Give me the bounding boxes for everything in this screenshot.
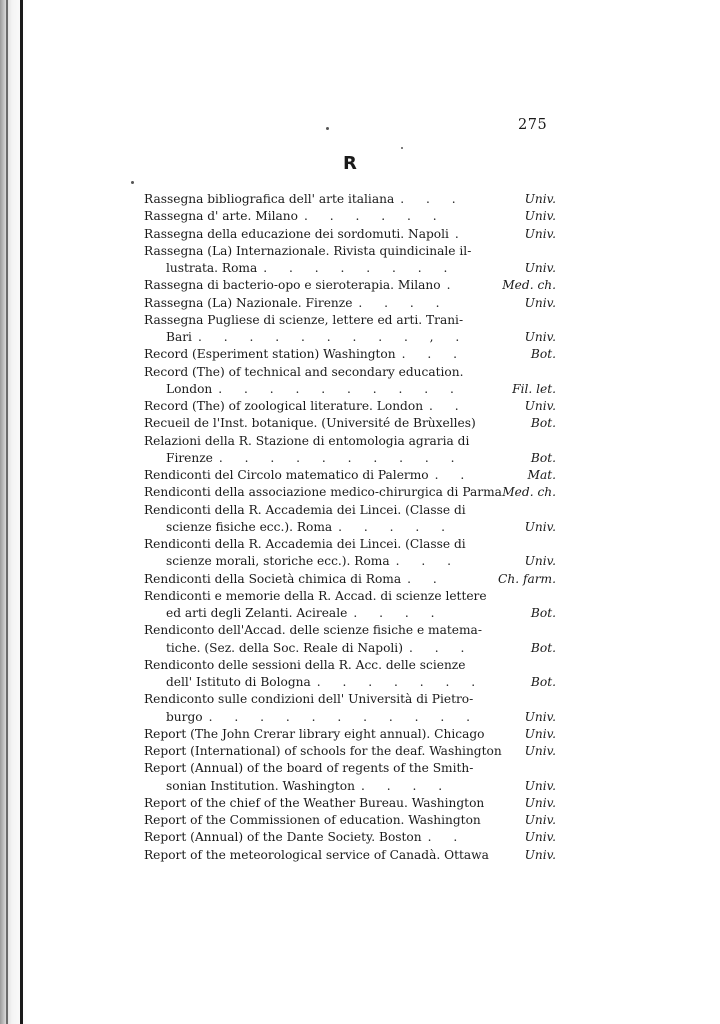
entry-title: Record (The) of technical and secondary education. xyxy=(144,364,464,379)
dot-leader: . . . . . . . . . . xyxy=(218,381,463,396)
entry-line xyxy=(144,467,556,484)
entry-title: Record (Esperiment station) Washington xyxy=(144,347,396,362)
library-code: Univ. xyxy=(524,519,556,534)
entry-line xyxy=(144,277,556,294)
entry-title: dell' Istituto di Bologna xyxy=(166,675,311,689)
entry-line xyxy=(144,553,556,570)
library-code: Fil. let. xyxy=(512,381,556,396)
library-code: Bot. xyxy=(530,450,556,465)
entry-line xyxy=(144,657,556,674)
catalogue-entry xyxy=(144,588,556,623)
entry-line xyxy=(144,622,556,639)
dot-leader: . . . . . . . . xyxy=(263,261,457,275)
entry-line xyxy=(144,191,556,208)
entry-line xyxy=(144,674,556,691)
library-code: Univ. xyxy=(524,847,556,862)
entry-line xyxy=(144,243,556,260)
entry-title: Rassegna della educazione dei sordomuti. Napoli xyxy=(144,226,449,241)
entry-line xyxy=(144,760,556,777)
library-code: Med. ch. xyxy=(502,278,556,293)
library-code: Univ. xyxy=(524,744,556,758)
entry-line xyxy=(144,502,556,519)
entry-line xyxy=(144,381,556,398)
entry-line xyxy=(144,415,556,432)
entry-line xyxy=(144,260,556,277)
dot-leader: . . xyxy=(407,571,446,586)
library-code: Bot. xyxy=(530,675,556,689)
dot-leader: . . . . . . . xyxy=(316,675,485,689)
library-code: Univ. xyxy=(524,261,556,275)
entry-line xyxy=(144,329,556,346)
entry-title: Rassegna d' arte. Milano xyxy=(144,209,298,224)
speck-mark xyxy=(401,147,403,149)
entry-line xyxy=(144,640,556,657)
entry-line xyxy=(144,778,556,795)
catalogue-entry xyxy=(144,502,556,537)
dot-leader: . . . xyxy=(400,192,465,206)
dot-leader: . . . . xyxy=(358,295,449,310)
catalogue-entry xyxy=(144,467,556,484)
catalogue-entry-list xyxy=(144,191,556,864)
entry-line xyxy=(144,812,556,829)
entry-title: Report (Annual) of the board of regents of the Smith- xyxy=(144,761,474,776)
entry-line xyxy=(144,536,556,553)
catalogue-entry xyxy=(144,364,556,399)
catalogue-entry xyxy=(144,208,556,225)
library-code: Ch. farm. xyxy=(498,571,556,586)
entry-title: scienze fisiche ecc.). Roma xyxy=(166,519,333,534)
entry-title: Rendiconti della R. Accademia dei Lincei. (Classe di xyxy=(144,537,466,551)
entry-line xyxy=(144,398,556,415)
catalogue-entry xyxy=(144,536,556,571)
entry-title: Rendiconti della Società chimica di Roma xyxy=(144,571,402,586)
entry-line xyxy=(144,795,556,812)
entry-title: Firenze xyxy=(166,450,213,465)
page-number: 275 xyxy=(518,117,548,133)
entry-line xyxy=(144,847,556,864)
catalogue-entry xyxy=(144,760,556,795)
entry-title: Rendiconto sulle condizioni dell' Università di Pietro- xyxy=(144,692,474,707)
entry-line xyxy=(144,346,556,363)
dot-leader: . . . . . xyxy=(338,519,455,534)
catalogue-entry xyxy=(144,571,556,588)
speck-mark xyxy=(131,181,134,184)
scan-edge-shadow xyxy=(0,0,28,1024)
dot-leader: . . . xyxy=(395,554,461,569)
section-letter: R xyxy=(343,153,358,174)
library-code: Bot. xyxy=(530,416,556,431)
entry-line xyxy=(144,364,556,381)
binding-edge-line xyxy=(20,0,23,1024)
catalogue-entry xyxy=(144,657,556,692)
entry-title: Record (The) of zoological literature. London xyxy=(144,399,424,413)
entry-title: Rendiconti del Circolo matematico di Palermo xyxy=(144,468,429,482)
entry-line xyxy=(144,226,556,243)
catalogue-entry xyxy=(144,433,556,468)
entry-line xyxy=(144,295,556,312)
entry-title: Report of the meteorological service of Canadà. Ottawa xyxy=(144,847,489,862)
entry-title: Relazioni della R. Stazione di entomologia agraria di xyxy=(144,433,470,448)
catalogue-entry xyxy=(144,191,556,208)
entry-line xyxy=(144,571,556,588)
library-code: Univ. xyxy=(524,778,556,793)
entry-title: Bari xyxy=(166,330,192,344)
entry-title: Recueil de l'Inst. botanique. (Université de Brùxelles) xyxy=(144,416,476,431)
dot-leader: . . . . xyxy=(353,606,444,620)
catalogue-entry xyxy=(144,726,556,743)
entry-line xyxy=(144,433,556,450)
catalogue-entry xyxy=(144,847,556,864)
entry-line xyxy=(144,208,556,225)
catalogue-entry xyxy=(144,795,556,812)
catalogue-entry xyxy=(144,812,556,829)
entry-line xyxy=(144,519,556,536)
entry-title: ed arti degli Zelanti. Acireale xyxy=(166,606,348,620)
library-code: Univ. xyxy=(524,554,556,569)
entry-title: Rendiconti della associazione medico-chirurgica di Parma xyxy=(144,485,502,500)
catalogue-entry xyxy=(144,226,556,243)
entry-title: burgo xyxy=(166,709,203,724)
dot-leader: . xyxy=(454,226,468,241)
catalogue-entry xyxy=(144,484,556,501)
catalogue-entry xyxy=(144,415,556,432)
library-code: Univ. xyxy=(524,226,556,241)
dot-leader: . . . xyxy=(408,640,474,655)
entry-line xyxy=(144,709,556,726)
binding-shadow-line xyxy=(6,0,8,1024)
library-code: Univ. xyxy=(524,330,556,344)
entry-line xyxy=(144,450,556,467)
dot-leader: . . . . . . . . . . xyxy=(218,450,464,465)
entry-title: tiche. (Sez. della Soc. Reale di Napoli) xyxy=(166,640,403,655)
dot-leader: . . . xyxy=(401,347,466,362)
catalogue-entry xyxy=(144,743,556,760)
library-code: Bot. xyxy=(530,640,556,655)
entry-title: Rassegna Pugliese di scienze, lettere ed arti. Trani- xyxy=(144,312,464,327)
library-code: Univ. xyxy=(524,813,556,827)
entry-title: Report (International) of schools for the deaf. Washington xyxy=(144,744,502,758)
dot-leader: . . xyxy=(429,399,468,413)
dot-leader: . xyxy=(446,278,460,293)
entry-title: lustrata. Roma xyxy=(166,261,258,275)
entry-title: Report (Annual) of the Dante Society. Boston xyxy=(144,830,422,845)
entry-line xyxy=(144,312,556,329)
dot-leader: . . . . . . . . . . . xyxy=(208,709,479,724)
library-code: Bot. xyxy=(530,347,556,362)
library-code: Univ. xyxy=(524,209,556,224)
dot-leader: . . . . . . xyxy=(303,209,446,224)
catalogue-entry xyxy=(144,295,556,312)
speck-mark xyxy=(326,127,329,130)
entry-title: Report of the chief of the Weather Bureau. Washington xyxy=(144,795,485,810)
entry-line xyxy=(144,743,556,760)
entry-title: Report (The John Crerar library eight annual). Chicago xyxy=(144,726,485,741)
entry-title: scienze morali, storiche ecc.). Roma xyxy=(166,554,390,569)
entry-title: Rendiconto dell'Accad. delle scienze fisiche e matema- xyxy=(144,623,482,638)
entry-line xyxy=(144,691,556,708)
library-code: Univ. xyxy=(524,295,556,310)
catalogue-entry xyxy=(144,346,556,363)
entry-title: Rendiconti e memorie della R. Accad. di scienze lettere xyxy=(144,588,487,603)
entry-line xyxy=(144,829,556,846)
library-code: Univ. xyxy=(524,795,556,810)
entry-title: Report of the Commissionen of education. Washington xyxy=(144,813,481,827)
entry-title: London xyxy=(166,381,213,396)
library-code: Univ. xyxy=(524,726,556,741)
entry-title: Rassegna bibliografica dell' arte italiana xyxy=(144,192,395,206)
dot-leader: . . . . . . . . . , . xyxy=(197,330,469,344)
entry-title: Rassegna (La) Internazionale. Rivista quindicinale il- xyxy=(144,243,472,258)
entry-line xyxy=(144,726,556,743)
dot-leader: . . xyxy=(427,830,467,845)
library-code: Med. ch. xyxy=(502,485,556,500)
catalogue-entry xyxy=(144,398,556,415)
entry-line xyxy=(144,605,556,622)
catalogue-entry xyxy=(144,277,556,294)
library-code: Univ. xyxy=(524,192,556,206)
entry-line xyxy=(144,484,556,501)
catalogue-entry xyxy=(144,691,556,726)
catalogue-entry xyxy=(144,829,556,846)
library-code: Univ. xyxy=(524,399,556,413)
catalogue-entry xyxy=(144,243,556,278)
library-code: Bot. xyxy=(530,606,556,620)
entry-title: sonian Institution. Washington xyxy=(166,778,355,793)
entry-title: Rassegna (La) Nazionale. Firenze xyxy=(144,295,353,310)
dot-leader: . . . . xyxy=(361,778,452,793)
library-code: Univ. xyxy=(524,709,556,724)
library-code: Mat. xyxy=(527,468,556,482)
catalogue-entry xyxy=(144,622,556,657)
entry-title: Rendiconti della R. Accademia dei Lincei. (Classe di xyxy=(144,502,466,517)
entry-title: Rendiconto delle sessioni della R. Acc. delle scienze xyxy=(144,657,466,672)
dot-leader: . . xyxy=(434,468,474,482)
entry-line xyxy=(144,588,556,605)
library-code: Univ. xyxy=(524,830,556,845)
entry-title: Rassegna di bacterio-opo e sieroterapia. Milano xyxy=(144,278,441,293)
catalogue-entry xyxy=(144,312,556,347)
